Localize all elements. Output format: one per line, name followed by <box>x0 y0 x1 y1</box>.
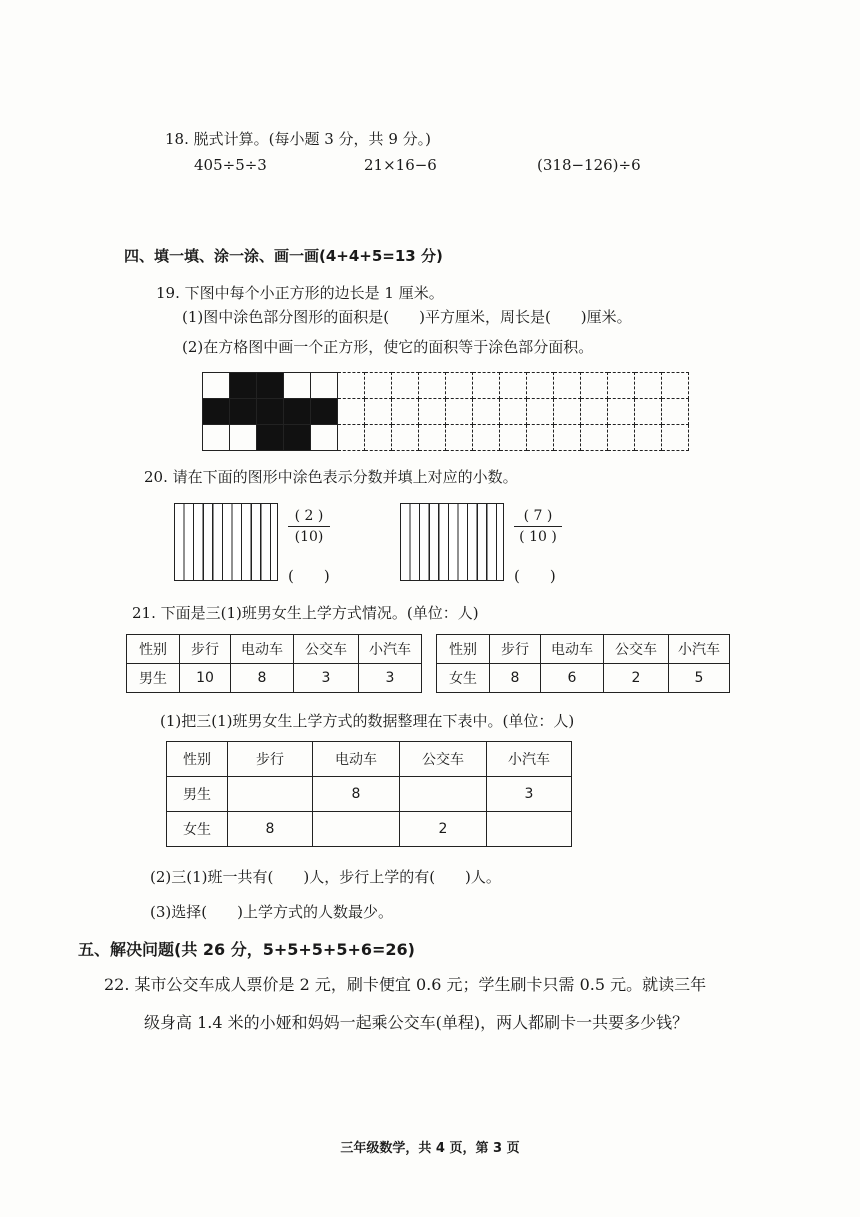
combined-table <box>166 741 572 847</box>
boys-header-car: 小汽车 <box>359 635 422 664</box>
table-cell: 3 <box>487 777 572 812</box>
table-cell-blank[interactable] <box>228 777 313 812</box>
boys-header-gender: 性别 <box>127 635 180 664</box>
table-cell: 2 <box>604 664 669 693</box>
q18-title: 18. 脱式计算。(每小题 3 分，共 9 分。) <box>165 130 431 148</box>
q22-line1: 22. 某市公交车成人票价是 2 元，刷卡便宜 0.6 元；学生刷卡只需 0.5 元。就读三年 <box>104 975 707 994</box>
decimal-blank-1[interactable]: ( ) <box>288 567 330 585</box>
boys-header-bus: 公交车 <box>294 635 359 664</box>
boys-table <box>126 634 422 693</box>
girls-header-ebike: 电动车 <box>541 635 604 664</box>
q20-title: 20. 请在下面的图形中涂色表示分数并填上对应的小数。 <box>144 468 518 486</box>
girls-header-walk: 步行 <box>490 635 541 664</box>
combined-header-walk: 步行 <box>228 742 313 777</box>
fraction-1-bar <box>288 526 330 527</box>
decimal-blank-2[interactable]: ( ) <box>514 567 556 585</box>
q18-expr-2: 21×16−6 <box>364 156 437 174</box>
section5-title: 五、解决问题(共 26 分，5+5+5+5+6=26) <box>78 940 415 959</box>
table-row <box>437 664 730 693</box>
table-cell: 8 <box>490 664 541 693</box>
combined-header-bus: 公交车 <box>400 742 487 777</box>
table-cell-blank[interactable] <box>313 812 400 847</box>
table-cell-blank[interactable] <box>487 812 572 847</box>
fraction-2-bar <box>514 526 562 527</box>
table-cell: 男生 <box>127 664 180 693</box>
table-row <box>167 777 572 812</box>
table-cell: 8 <box>231 664 294 693</box>
striped-rectangle-1 <box>174 503 278 581</box>
table-cell: 8 <box>313 777 400 812</box>
fraction-2 <box>514 508 562 545</box>
fraction-1-denominator: (10) <box>294 529 324 545</box>
q22-line2: 级身高 1.4 米的小娅和妈妈一起乘公交车(单程)，两人都刷卡一共要多少钱？ <box>144 1013 689 1032</box>
fraction-2-numerator: ( 7 ) <box>523 508 553 524</box>
girls-header-bus: 公交车 <box>604 635 669 664</box>
fraction-1 <box>288 508 330 545</box>
striped-rectangle-2 <box>400 503 504 581</box>
table-cell: 2 <box>400 812 487 847</box>
table-cell: 10 <box>180 664 231 693</box>
girls-header-car: 小汽车 <box>669 635 730 664</box>
table-cell: 3 <box>359 664 422 693</box>
combined-header-ebike: 电动车 <box>313 742 400 777</box>
square-grid <box>202 372 689 451</box>
q21-part1: (1)把三(1)班男女生上学方式的数据整理在下表中。(单位：人) <box>160 712 575 730</box>
q18-expr-3: (318−126)÷6 <box>537 156 641 174</box>
girls-table <box>436 634 730 693</box>
table-cell-blank[interactable] <box>400 777 487 812</box>
q19-part1: (1)图中涂色部分图形的面积是( )平方厘米，周长是( )厘米。 <box>182 308 632 326</box>
q19-title: 19. 下图中每个小正方形的边长是 1 厘米。 <box>156 284 444 302</box>
table-row <box>167 812 572 847</box>
table-cell: 3 <box>294 664 359 693</box>
table-cell: 女生 <box>167 812 228 847</box>
q19-part2: (2)在方格图中画一个正方形，使它的面积等于涂色部分面积。 <box>182 338 594 356</box>
q21-part3: (3)选择( )上学方式的人数最少。 <box>150 903 393 921</box>
fraction-2-denominator: ( 10 ) <box>519 529 557 545</box>
combined-header-car: 小汽车 <box>487 742 572 777</box>
girls-header-gender: 性别 <box>437 635 490 664</box>
boys-header-ebike: 电动车 <box>231 635 294 664</box>
table-cell: 5 <box>669 664 730 693</box>
table-cell: 6 <box>541 664 604 693</box>
section4-title: 四、填一填、涂一涂、画一画(4+4+5=13 分) <box>124 247 443 265</box>
table-cell: 8 <box>228 812 313 847</box>
table-cell: 女生 <box>437 664 490 693</box>
combined-header-gender: 性别 <box>167 742 228 777</box>
q18-expr-1: 405÷5÷3 <box>194 156 267 174</box>
q21-part2: (2)三(1)班一共有( )人，步行上学的有( )人。 <box>150 868 501 886</box>
table-cell: 男生 <box>167 777 228 812</box>
boys-header-walk: 步行 <box>180 635 231 664</box>
table-row <box>127 664 422 693</box>
q21-title: 21. 下面是三(1)班男女生上学方式情况。(单位：人) <box>132 604 479 622</box>
page-footer: 三年级数学，共 4 页，第 3 页 <box>340 1141 520 1156</box>
fraction-1-numerator: ( 2 ) <box>294 508 324 524</box>
